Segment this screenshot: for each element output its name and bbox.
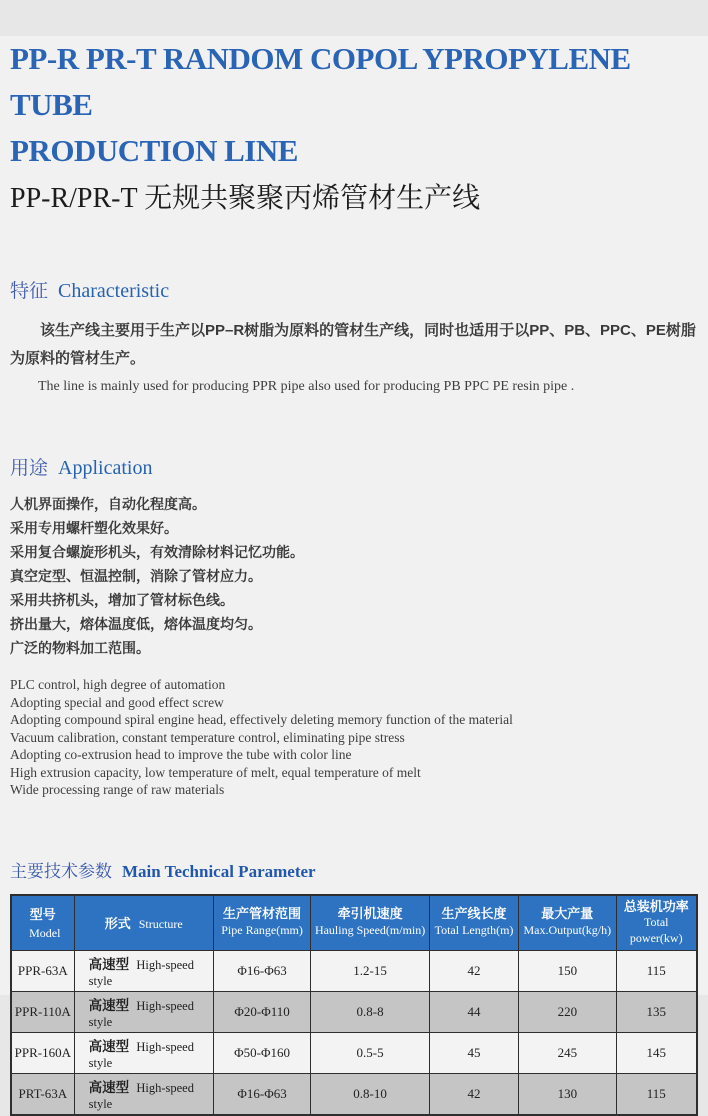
cell-hauling-speed: 0.8-10 bbox=[311, 1073, 430, 1115]
characteristic-heading-zh: 特征 bbox=[10, 281, 49, 302]
list-item: Adopting co-extrusion head to improve the tube with color line bbox=[10, 747, 352, 762]
col-header-zh: 总装机功率 bbox=[623, 898, 689, 914]
page-title bbox=[10, 36, 698, 174]
characteristic-heading bbox=[10, 276, 698, 303]
structure-zh: 高速型 bbox=[88, 1038, 130, 1054]
cell-model: PRT-63A bbox=[11, 1073, 74, 1115]
col-header-en: Pipe Range(mm) bbox=[221, 923, 303, 938]
catalog-page bbox=[0, 36, 708, 1111]
table-row bbox=[11, 1073, 697, 1115]
list-item: 采用复合螺旋形机头，有效清除材料记忆功能。 bbox=[10, 544, 304, 560]
col-header-zh: 最大产量 bbox=[541, 906, 594, 922]
cell-total-power: 145 bbox=[616, 1032, 697, 1073]
col-header-zh: 生产线长度 bbox=[441, 906, 507, 922]
col-header-total-power bbox=[616, 895, 697, 951]
cell-model: PPR-63A bbox=[11, 950, 74, 991]
cell-structure bbox=[74, 991, 213, 1032]
col-header-en: Hauling Speed(m/min) bbox=[314, 923, 426, 938]
col-header-zh: 形式 bbox=[104, 915, 131, 931]
cell-max-output: 130 bbox=[519, 1073, 616, 1115]
cell-total-power: 115 bbox=[616, 1073, 697, 1115]
cell-structure bbox=[74, 1073, 213, 1115]
list-item: Adopting special and good effect screw bbox=[10, 694, 224, 710]
col-header-zh: 生产管材范围 bbox=[223, 906, 302, 922]
parameters-heading-en: Main Technical Parameter bbox=[122, 861, 316, 881]
parameters-heading bbox=[10, 857, 698, 882]
cell-total-power: 135 bbox=[616, 991, 697, 1032]
list-item: 人机界面操作，自动化程度高。 bbox=[10, 496, 206, 512]
application-heading-en: Application bbox=[58, 457, 153, 479]
col-header-model bbox=[11, 895, 74, 951]
list-item: Vacuum calibration, constant temperature control, eliminating pipe stress bbox=[10, 729, 405, 745]
table-row bbox=[11, 1032, 697, 1073]
structure-zh: 高速型 bbox=[88, 956, 130, 972]
col-header-en: Model bbox=[29, 925, 61, 940]
col-header-en: Total power(kw) bbox=[629, 915, 683, 945]
page-title-line1: PP-R PR-T RANDOM COPOL YPROPYLENE TUBE bbox=[10, 41, 631, 122]
col-header-en: Total Length(m) bbox=[434, 923, 514, 938]
structure-zh: 高速型 bbox=[88, 997, 130, 1013]
cell-pipe-range: Φ16-Φ63 bbox=[213, 950, 310, 991]
page-title-line2: PRODUCTION LINE bbox=[10, 133, 298, 168]
structure-en: High-speed style bbox=[88, 1039, 194, 1070]
characteristic-heading-en: Characteristic bbox=[58, 280, 170, 302]
list-item: 真空定型、恒温控制，消除了管材应力。 bbox=[10, 568, 262, 584]
application-heading-zh: 用途 bbox=[10, 458, 49, 479]
list-item: 采用专用螺杆塑化效果好。 bbox=[10, 520, 178, 536]
col-header-en: Structure bbox=[138, 916, 183, 931]
cell-hauling-speed: 1.2-15 bbox=[311, 950, 430, 991]
characteristic-body-en: The line is mainly used for producing PPR pipe also used for producing PB PPC PE resin pipe . bbox=[38, 379, 575, 394]
list-item: 采用共挤机头，增加了管材标色线。 bbox=[10, 592, 234, 608]
characteristic-body-zh: 该生产线主要用于生产以PP–R树脂为原料的管材生产线，同时也适用于以PP、PB、PPC、PE树脂为原料的管材生产。 bbox=[10, 322, 696, 367]
cell-total-power: 115 bbox=[616, 950, 697, 991]
cell-structure bbox=[74, 950, 213, 991]
cell-hauling-speed: 0.8-8 bbox=[311, 991, 430, 1032]
list-item: High extrusion capacity, low temperature of melt, equal temperature of melt bbox=[10, 764, 421, 780]
section-parameters bbox=[10, 857, 698, 1116]
list-item: PLC control, high degree of automation bbox=[10, 677, 226, 692]
cell-total-length: 42 bbox=[429, 950, 518, 991]
structure-en: High-speed style bbox=[88, 998, 194, 1029]
section-application bbox=[10, 453, 698, 799]
list-item: 挤出量大，熔体温度低，熔体温度均匀。 bbox=[10, 616, 262, 632]
page-subtitle: PP-R/PR-T 无规共聚聚丙烯管材生产线 bbox=[10, 183, 481, 214]
col-header-structure bbox=[74, 895, 213, 951]
list-item: Wide processing range of raw materials bbox=[10, 782, 225, 797]
table-header-row bbox=[11, 895, 697, 951]
cell-hauling-speed: 0.5-5 bbox=[311, 1032, 430, 1073]
col-header-zh: 牵引机速度 bbox=[337, 906, 403, 922]
cell-max-output: 150 bbox=[519, 950, 616, 991]
col-header-total-length bbox=[429, 895, 518, 951]
cell-total-length: 42 bbox=[429, 1073, 518, 1115]
cell-pipe-range: Φ20-Φ110 bbox=[213, 991, 310, 1032]
structure-en: High-speed style bbox=[88, 1080, 194, 1111]
structure-zh: 高速型 bbox=[88, 1079, 130, 1095]
cell-max-output: 245 bbox=[519, 1032, 616, 1073]
col-header-zh: 型号 bbox=[29, 906, 56, 922]
cell-pipe-range: Φ50-Φ160 bbox=[213, 1032, 310, 1073]
cell-structure bbox=[74, 1032, 213, 1073]
parameters-table bbox=[10, 894, 698, 1116]
cell-model: PPR-110A bbox=[11, 991, 74, 1032]
list-item: 广泛的物料加工范围。 bbox=[10, 640, 150, 656]
table-row bbox=[11, 991, 697, 1032]
structure-en: High-speed style bbox=[88, 957, 194, 988]
section-characteristic bbox=[10, 276, 698, 395]
application-list-en bbox=[10, 676, 698, 799]
cell-total-length: 44 bbox=[429, 991, 518, 1032]
cell-pipe-range: Φ16-Φ63 bbox=[213, 1073, 310, 1115]
col-header-pipe-range bbox=[213, 895, 310, 951]
parameters-heading-zh: 主要技术参数 bbox=[10, 861, 112, 881]
application-list-zh bbox=[10, 492, 698, 660]
application-heading bbox=[10, 453, 698, 480]
cell-max-output: 220 bbox=[519, 991, 616, 1032]
col-header-en: Max.Output(kg/h) bbox=[523, 923, 612, 938]
cell-total-length: 45 bbox=[429, 1032, 518, 1073]
col-header-max-output bbox=[519, 895, 616, 951]
list-item: Adopting compound spiral engine head, effectively deleting memory function of the material bbox=[10, 712, 513, 727]
cell-model: PPR-160A bbox=[11, 1032, 74, 1073]
table-row bbox=[11, 950, 697, 991]
col-header-hauling-speed bbox=[311, 895, 430, 951]
